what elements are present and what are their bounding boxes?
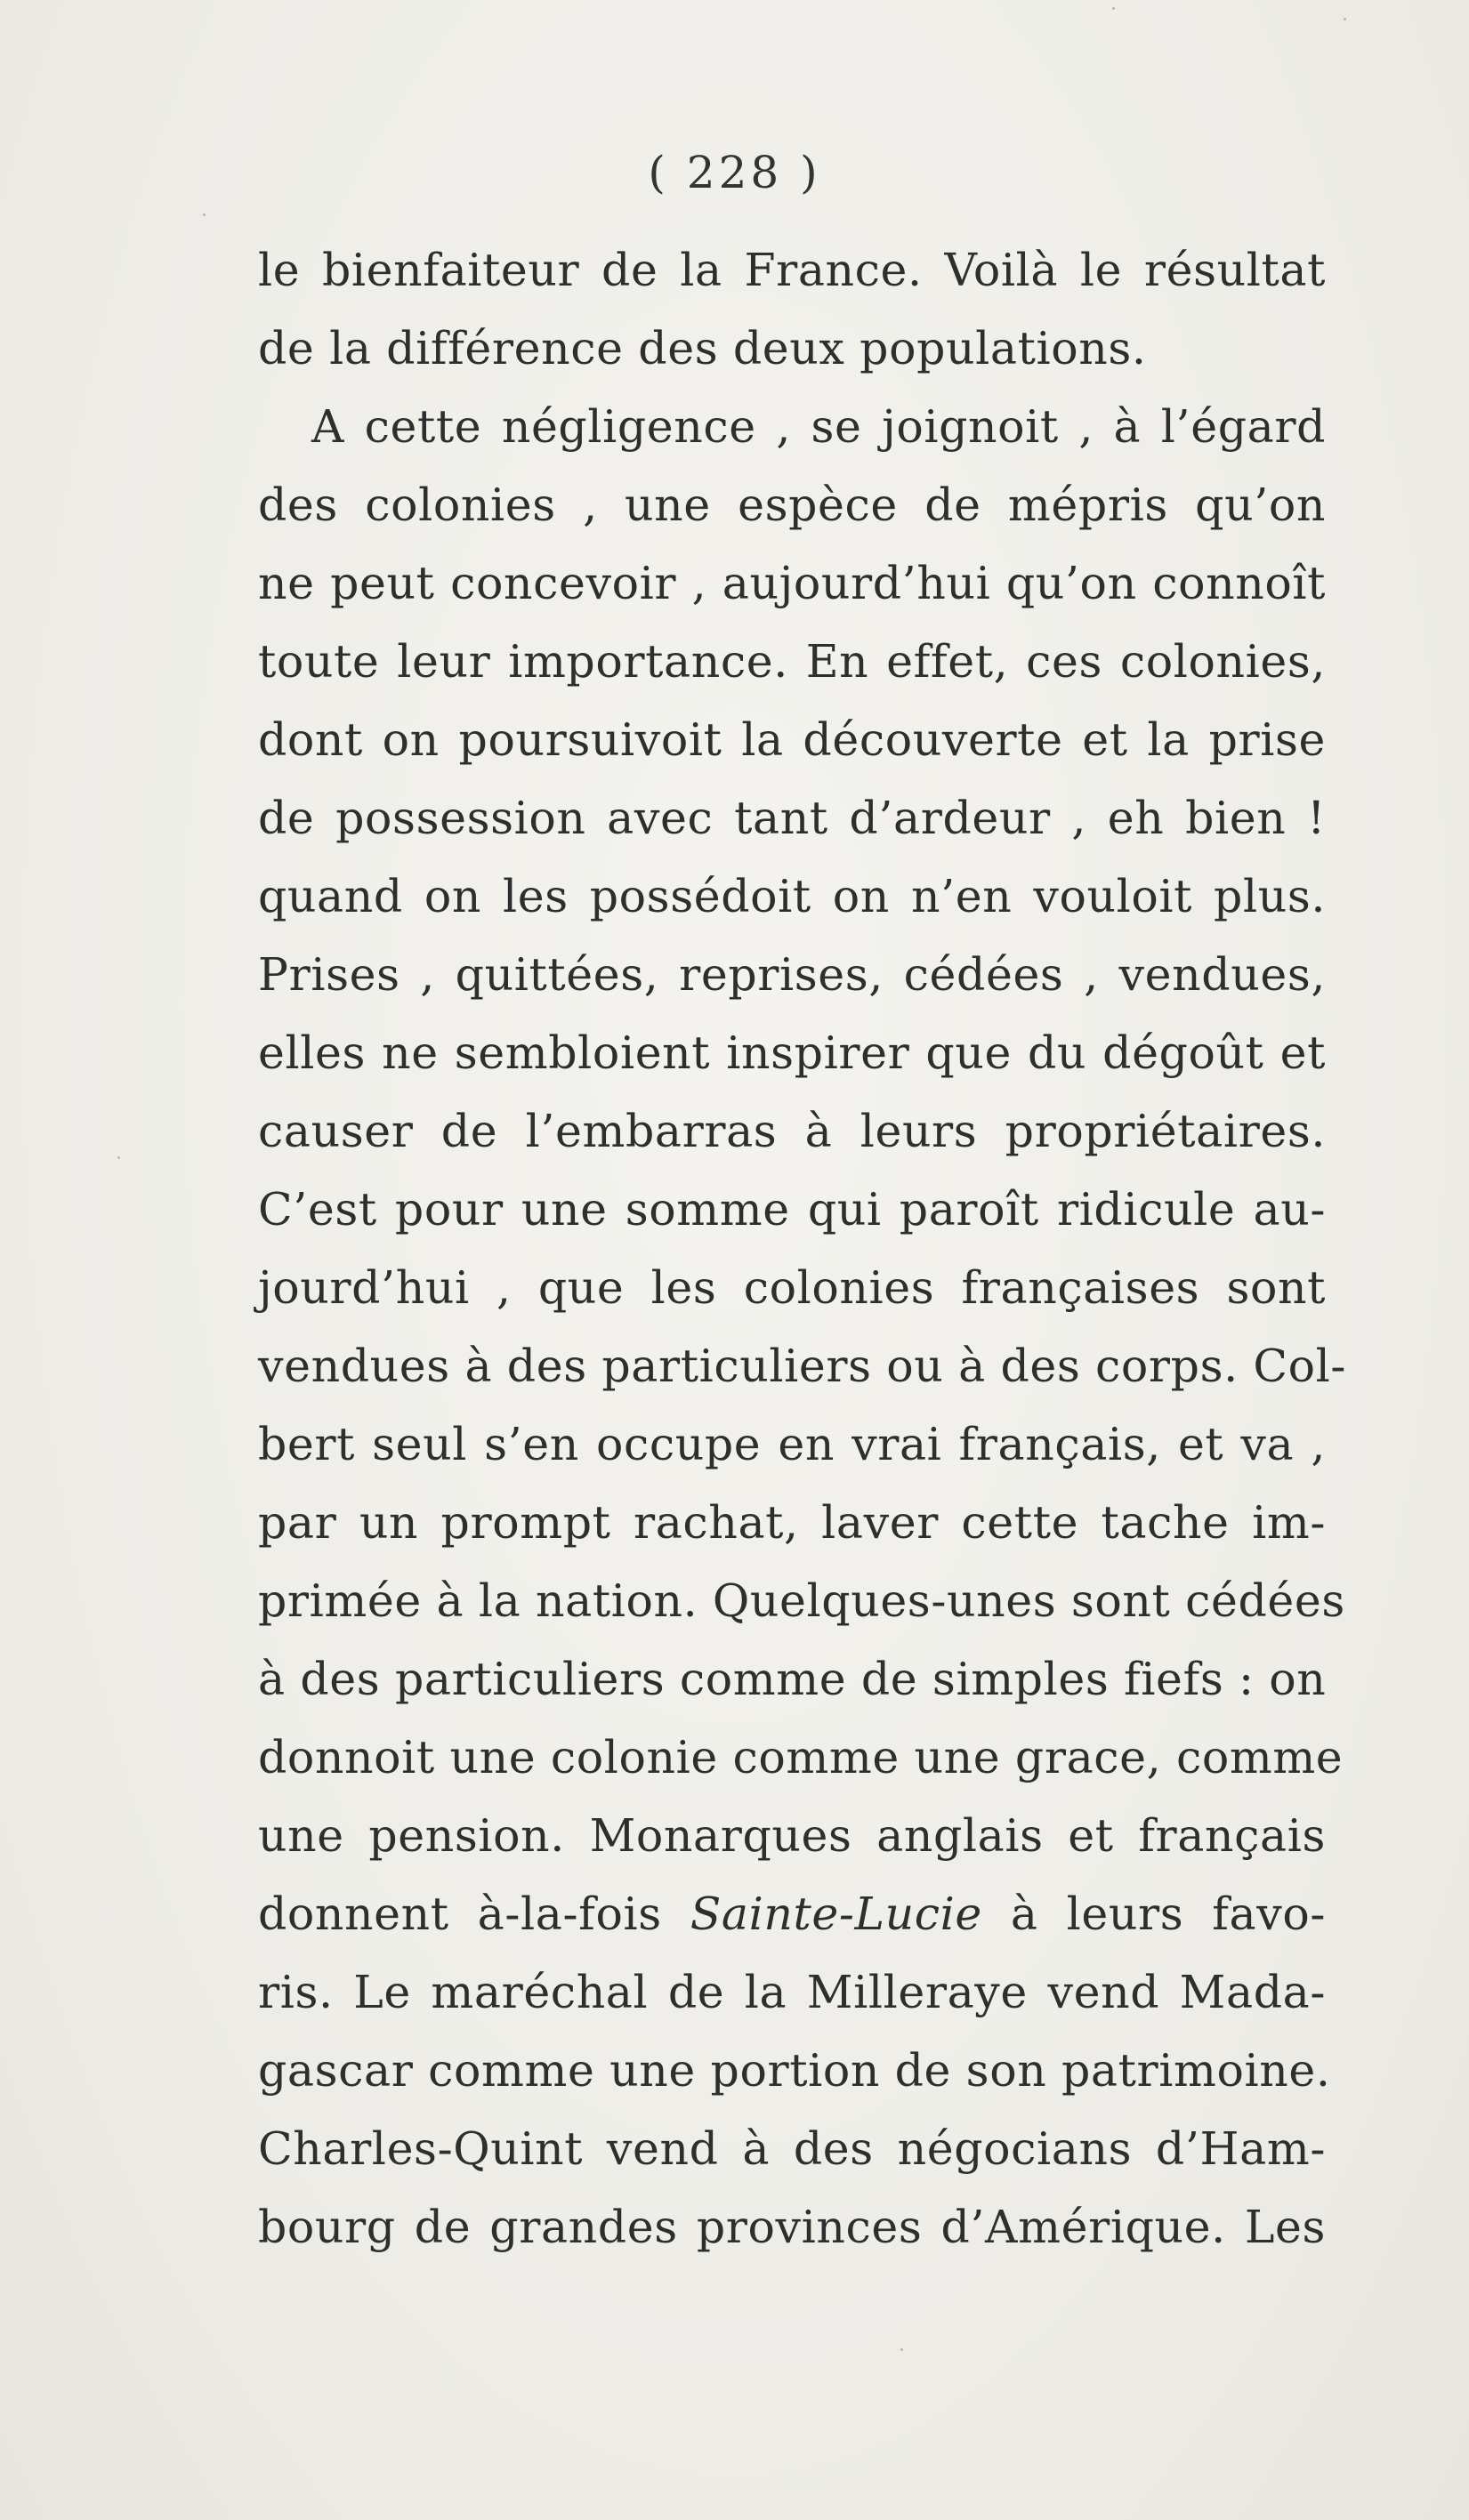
text-line: Charles-Quint vend à des négocians d’Ham- xyxy=(258,2122,1326,2175)
text-line: C’est pour une somme qui paroît ridicule au- xyxy=(258,1183,1326,1236)
text-line: causer de l’embarras à leurs propriétaires. xyxy=(258,1105,1326,1157)
text-line: donnoit une colonie comme une grace, comme xyxy=(258,1731,1344,1783)
text-line: une pension. Monarques anglais et français xyxy=(258,1809,1326,1862)
text-line: primée à la nation. Quelques-unes sont cédées xyxy=(258,1574,1345,1627)
text-line: toute leur importance. En effet, ces colonies, xyxy=(258,635,1326,688)
text-line: de la différence des deux populations. xyxy=(258,322,1147,374)
text-line: jourd’hui , que les colonies françaises sont xyxy=(258,1261,1326,1314)
text-line: des colonies , une espèce de mépris qu’on xyxy=(258,479,1326,531)
paper-speck xyxy=(203,213,206,216)
text-line xyxy=(258,1875,1326,1953)
text-line: Prises , quittées, reprises, cédées , vendues, xyxy=(258,948,1326,1001)
text-line: ne peut concevoir , aujourd’hui qu’on connoît xyxy=(258,557,1326,609)
text-line: vendues à des particuliers ou à des corps. Col- xyxy=(258,1340,1347,1392)
text-line: dont on poursuivoit la découverte et la prise xyxy=(258,713,1326,766)
paper-speck xyxy=(1112,7,1115,10)
text-line: quand on les possédoit on n’en vouloit plus. xyxy=(258,870,1326,922)
paper-speck xyxy=(900,2348,903,2351)
text-line: à des particuliers comme de simples fiefs : on xyxy=(258,1653,1327,1705)
text-line: A cette négligence , se joignoit , à l’égard xyxy=(311,400,1326,453)
italic-place-name: Sainte-Lucie xyxy=(690,1888,982,1940)
text-segment: donnent à-la-fois xyxy=(258,1888,662,1940)
text-line: de possession avec tant d’ardeur , eh bien ! xyxy=(258,792,1326,844)
text-line: bert seul s’en occupe en vrai français, et va , xyxy=(258,1418,1326,1470)
text-line: elles ne sembloient inspirer que du dégoût et xyxy=(258,1027,1326,1079)
text-line: par un prompt rachat, laver cette tache im- xyxy=(258,1496,1326,1549)
paper-speck xyxy=(1344,18,1346,20)
body-text xyxy=(258,231,1347,2266)
text-line: le bienfaiteur de la France. Voilà le résultat xyxy=(258,244,1326,296)
page-number: ( 228 ) xyxy=(648,147,821,198)
text-line: ris. Le maréchal de la Milleraye vend Mada- xyxy=(258,1966,1326,2018)
text-line: gascar comme une portion de son patrimoine. xyxy=(258,2044,1331,2097)
paper-speck xyxy=(117,1156,120,1159)
text-segment: à leurs favo- xyxy=(1010,1888,1326,1940)
text-line: bourg de grandes provinces d’Amérique. Les xyxy=(258,2201,1326,2253)
